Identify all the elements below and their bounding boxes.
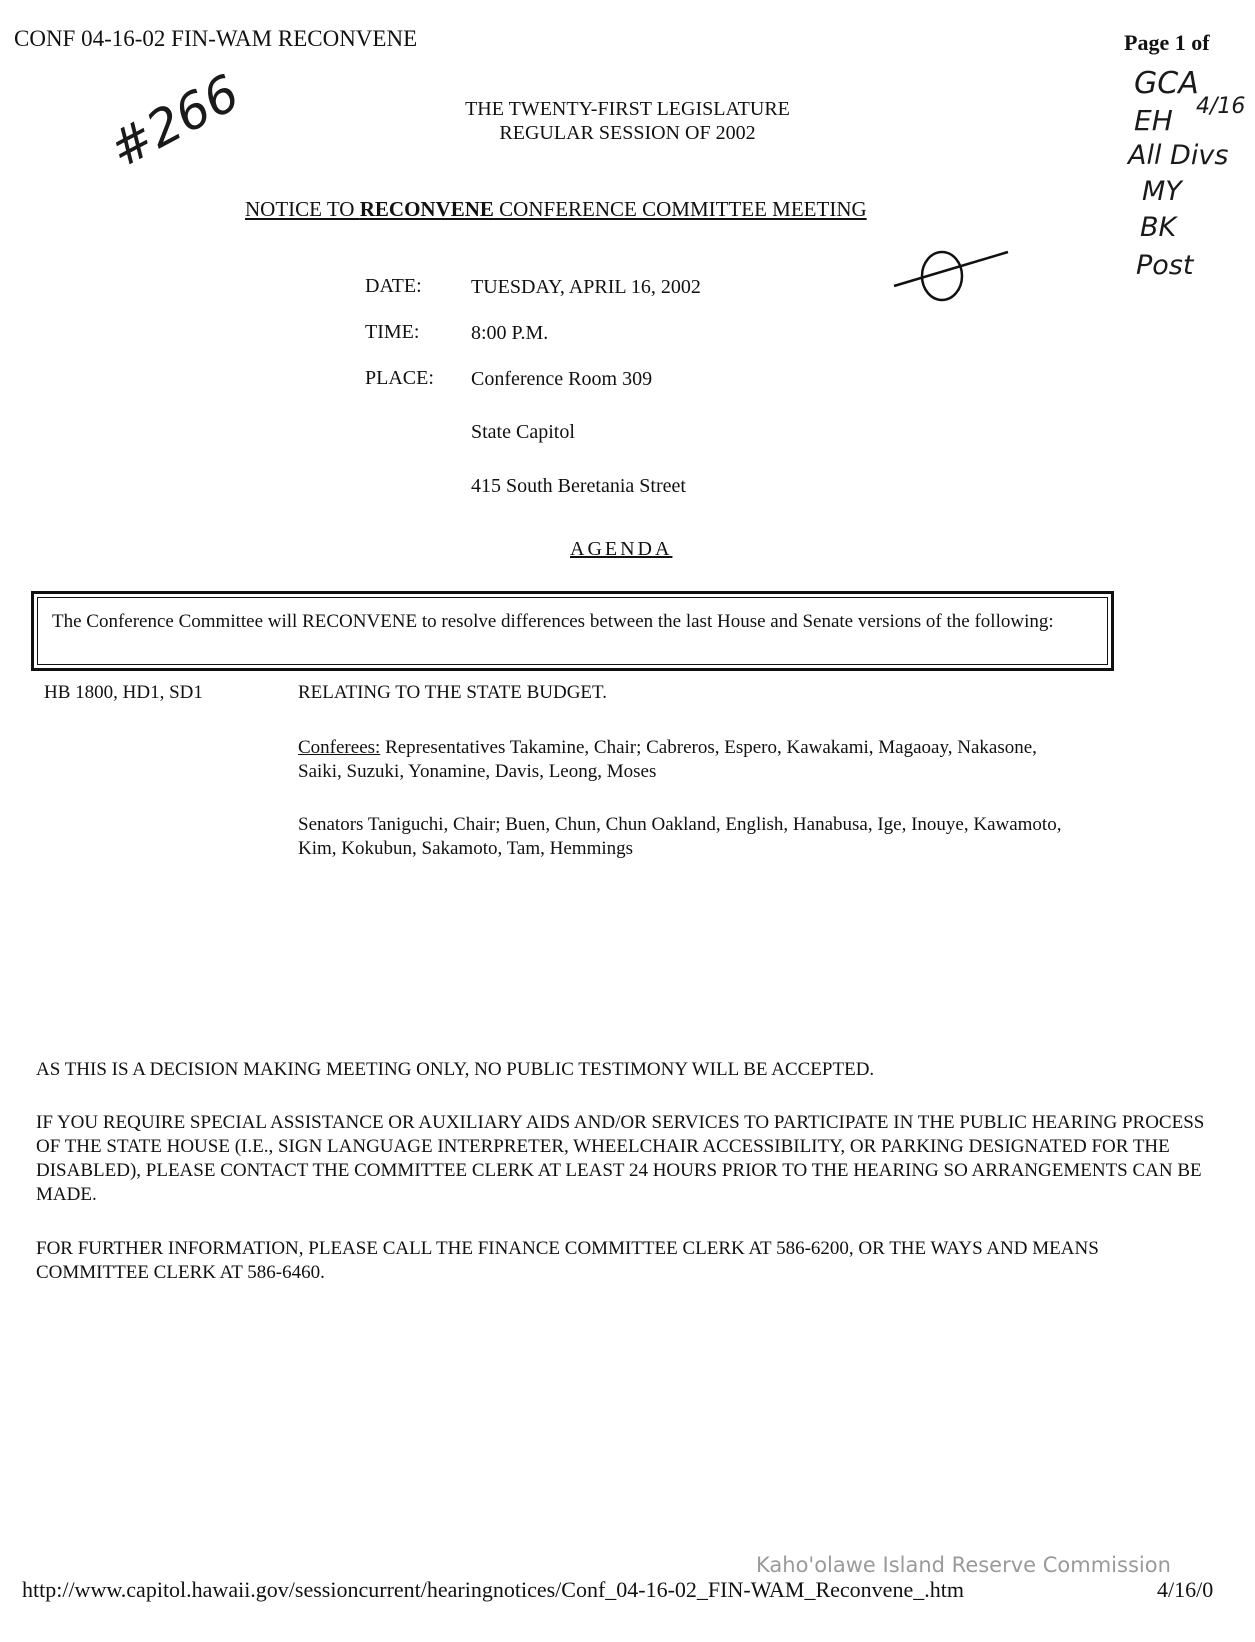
notice-prefix: NOTICE TO [245,197,360,221]
handwritten-routing-my: MY [1142,176,1182,207]
handwritten-number: #266 [100,63,249,180]
conferees-label: Conferees: [298,737,381,758]
document-title: CONF 04-16-02 FIN-WAM RECONVENE [14,26,418,51]
bill-title: RELATING TO THE STATE BUDGET. [298,682,607,703]
date-value: TUESDAY, APRIL 16, 2002 [471,276,701,298]
page-label: Page 1 of [1124,30,1210,55]
time-value: 8:00 P.M. [471,322,549,344]
conferees-senators: Senators Taniguchi, Chair; Buen, Chun, Chun Oakland, English, Hanabusa, Ige, Inouye, Kawamoto, Kim, Kokubun, Sakamoto, Tam, Hemmings [298,814,1062,859]
notice-heading [245,197,867,222]
watermark: Kaho'olawe Island Reserve Commission [756,1553,1171,1577]
info-notice: FOR FURTHER INFORMATION, PLEASE CALL THE FINANCE COMMITTEE CLERK AT 586-6200, OR THE WAYS AND MEANS COMMITTEE CLERK AT 586-6460. [36,1238,1099,1283]
handwritten-routing-bk: BK [1140,212,1177,243]
legislature-line-2: REGULAR SESSION OF 2002 [499,122,756,144]
handwritten-routing-gca: GCA [1134,66,1199,101]
place-street: 415 South Beretania Street [471,475,686,497]
footer-date: 4/16/0 [1157,1577,1214,1602]
handwritten-check-mark [890,238,1010,308]
place-label: PLACE: [365,367,434,389]
date-label: DATE: [365,275,422,297]
time-label: TIME: [365,321,420,343]
notice-bold: RECONVENE [359,197,494,221]
legislature-line-1: THE TWENTY-FIRST LEGISLATURE [465,98,790,120]
handwritten-date-note: 4/16 [1196,94,1246,119]
handwritten-routing-all-divs: All Divs [1128,140,1229,171]
agenda-title: AGENDA [570,538,673,560]
place-building: State Capitol [471,421,575,443]
agenda-box [31,591,1114,671]
notice-suffix: CONFERENCE COMMITTEE MEETING [493,197,867,221]
representatives-list: Representatives Takamine, Chair; Cabreros, Espero, Kawakami, Magaoay, Nakasone, Saiki, Suzuki, Yonamine, Davis, Leong, Moses [298,737,1037,782]
place-room: Conference Room 309 [471,368,653,390]
agenda-box-text: The Conference Committee will RECONVENE to resolve differences between the last House and Senate versions of the following: [37,597,1108,665]
handwritten-routing-post: Post [1136,250,1194,281]
footer-url: http://www.capitol.hawaii.gov/sessioncurrent/hearingnotices/Conf_04-16-02_FIN-WAM_Reconvene_.htm [22,1577,964,1602]
assistance-notice: IF YOU REQUIRE SPECIAL ASSISTANCE OR AUXILIARY AIDS AND/OR SERVICES TO PARTICIPATE IN THE PUBLIC HEARING PROCESS OF THE STATE HOUSE (I.E., SIGN LANGUAGE INTERPRETER, WHEELCHAIR ACCESSIBILITY, OR PARKING DESIGNATED FOR THE DISABLED), PLEASE CONTACT THE COMMITTEE CLERK AT LEAST 24 HOURS PRIOR TO THE HEARING SO ARRANGEMENTS CAN BE MADE. [36,1112,1205,1205]
conferees-representatives [298,736,1073,784]
handwritten-routing-eh: EH [1134,104,1173,137]
decision-notice: AS THIS IS A DECISION MAKING MEETING ONLY, NO PUBLIC TESTIMONY WILL BE ACCEPTED. [36,1059,875,1080]
bill-number: HB 1800, HD1, SD1 [44,682,203,703]
